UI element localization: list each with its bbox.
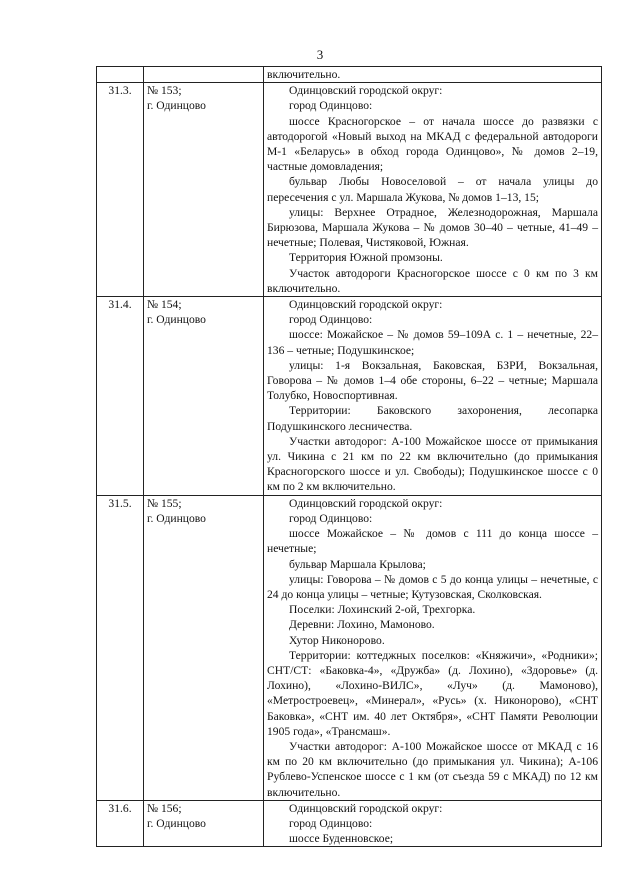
table-row (97, 495, 602, 800)
ward-number: № 153; (147, 84, 182, 98)
ward-cell (144, 800, 264, 847)
description-line: Поселки: Лохинский 2-ой, Трехгорка. (289, 603, 476, 617)
description-cell (264, 83, 602, 297)
description-line: Территории: Баковского захоронения, лесопарка Подушкинского лесничества. (267, 404, 598, 433)
description-line: шоссе Можайское – № домов с 111 до конца шоссе – нечетные; (267, 527, 598, 556)
table-row (97, 83, 602, 297)
description-line: бульвар Любы Новоселовой – от начала улицы до пересечения с ул. Маршала Жукова, № домов 1–13, 15; (267, 175, 598, 204)
description-line: шоссе: Можайское – № домов 59–109А с. 1 – нечетные, 22–136 – четные; Подушкинское; (267, 328, 598, 357)
districts-table (96, 66, 602, 847)
description-line: город Одинцово: (289, 816, 373, 830)
description-cell (264, 800, 602, 847)
description-cell (264, 495, 602, 800)
description-line: Одинцовский городской округ: (289, 298, 443, 312)
description-line: шоссе Буденновское; (289, 832, 394, 846)
description-line: город Одинцово: (289, 511, 373, 525)
description-line: бульвар Маршала Крылова; (289, 557, 426, 571)
description-line: улицы: Верхнее Отрадное, Железнодорожная, Маршала Бирюзова, Маршала Жукова – № домов 30–40 – четные, 41–49 – нечетные; Полевая, Чистяковой, Южная. (267, 205, 598, 250)
ward-number: № 156; (147, 801, 182, 815)
empty-cell (97, 67, 144, 83)
description-line: Территории: коттеджных поселков: «Княжичи», «Родники»; СНТ/СТ: «Баковка-4», «Дружба» (д. Лохино), «Здоровье» (д. Лохино), «Лохино-ВИЛС», «Луч» (д. Мамоново), «Метростроевец», «Минерал», «Русь» (х. Никонорово), «СНТ Баковка», «СНТ им. 40 лет Октября», «СНТ Памяти Революции 1905 года», «Трансмаш». (267, 648, 598, 738)
row-number: 31.4. (97, 297, 144, 496)
description-line: Одинцовский городской округ: (289, 496, 443, 510)
page-number: 3 (316, 47, 324, 62)
ward-cell (144, 297, 264, 496)
row-number: 31.5. (97, 495, 144, 800)
ward-cell (144, 495, 264, 800)
table-row-continuation (97, 67, 602, 83)
description-line: улицы: 1-я Вокзальная, Баковская, БЗРИ, Вокзальная, Говорова – № домов 1–4 обе стороны, 6–22 – четные; Маршала Толубко, Новоспортивная. (267, 358, 598, 403)
description-line: город Одинцово: (289, 99, 373, 113)
description-line: Территория Южной промзоны. (289, 251, 443, 265)
description-line: Участки автодорог: А-100 Можайское шоссе от МКАД с 16 км по 20 км включительно (до примыкания ул. Чикина); А-106 Рублево-Успенское шоссе с 1 км (от съезда 59 с МКАД) по 12 км включительно. (267, 739, 598, 799)
description-line: шоссе Красногорское – от начала шоссе до развязки с автодорогой «Новый выход на МКАД с федеральной автодороги М-1 «Беларусь» в обход города Одинцово», № домов 2–19, частные домовладения; (267, 114, 598, 174)
description-line: Одинцовский городской округ: (289, 801, 443, 815)
description-line: Деревни: Лохино, Мамоново. (289, 618, 435, 632)
description-line: улицы: Говорова – № домов с 5 до конца улицы – нечетные, с 24 до конца улицы – четные; Кутузовская, Сколковская. (267, 572, 598, 601)
continuation-text: включительно. (264, 67, 602, 83)
description-line: Хутор Никоноровo. (289, 633, 385, 647)
empty-cell (144, 67, 264, 83)
description-line: Одинцовский городской округ: (289, 84, 443, 98)
description-line: Участок автодороги Красногорское шоссе с 0 км по 3 км включительно. (267, 266, 598, 295)
ward-city: г. Одинцово (147, 511, 206, 525)
ward-number: № 154; (147, 298, 182, 312)
ward-city: г. Одинцово (147, 99, 206, 113)
row-number: 31.6. (97, 800, 144, 847)
ward-number: № 155; (147, 496, 182, 510)
description-line: Участки автодорог: А-100 Можайское шоссе от примыкания ул. Чикина с 21 км по 22 км включительно (до примыкания Красногорского шоссе и ул. Свободы); Подушкинское шоссе с 0 км по 2 км включительно. (267, 434, 598, 494)
table-row (97, 800, 602, 847)
description-line: город Одинцово: (289, 313, 373, 327)
description-cell (264, 297, 602, 496)
ward-cell (144, 83, 264, 297)
table-row (97, 297, 602, 496)
ward-city: г. Одинцово (147, 816, 206, 830)
row-number: 31.3. (97, 83, 144, 297)
ward-city: г. Одинцово (147, 313, 206, 327)
